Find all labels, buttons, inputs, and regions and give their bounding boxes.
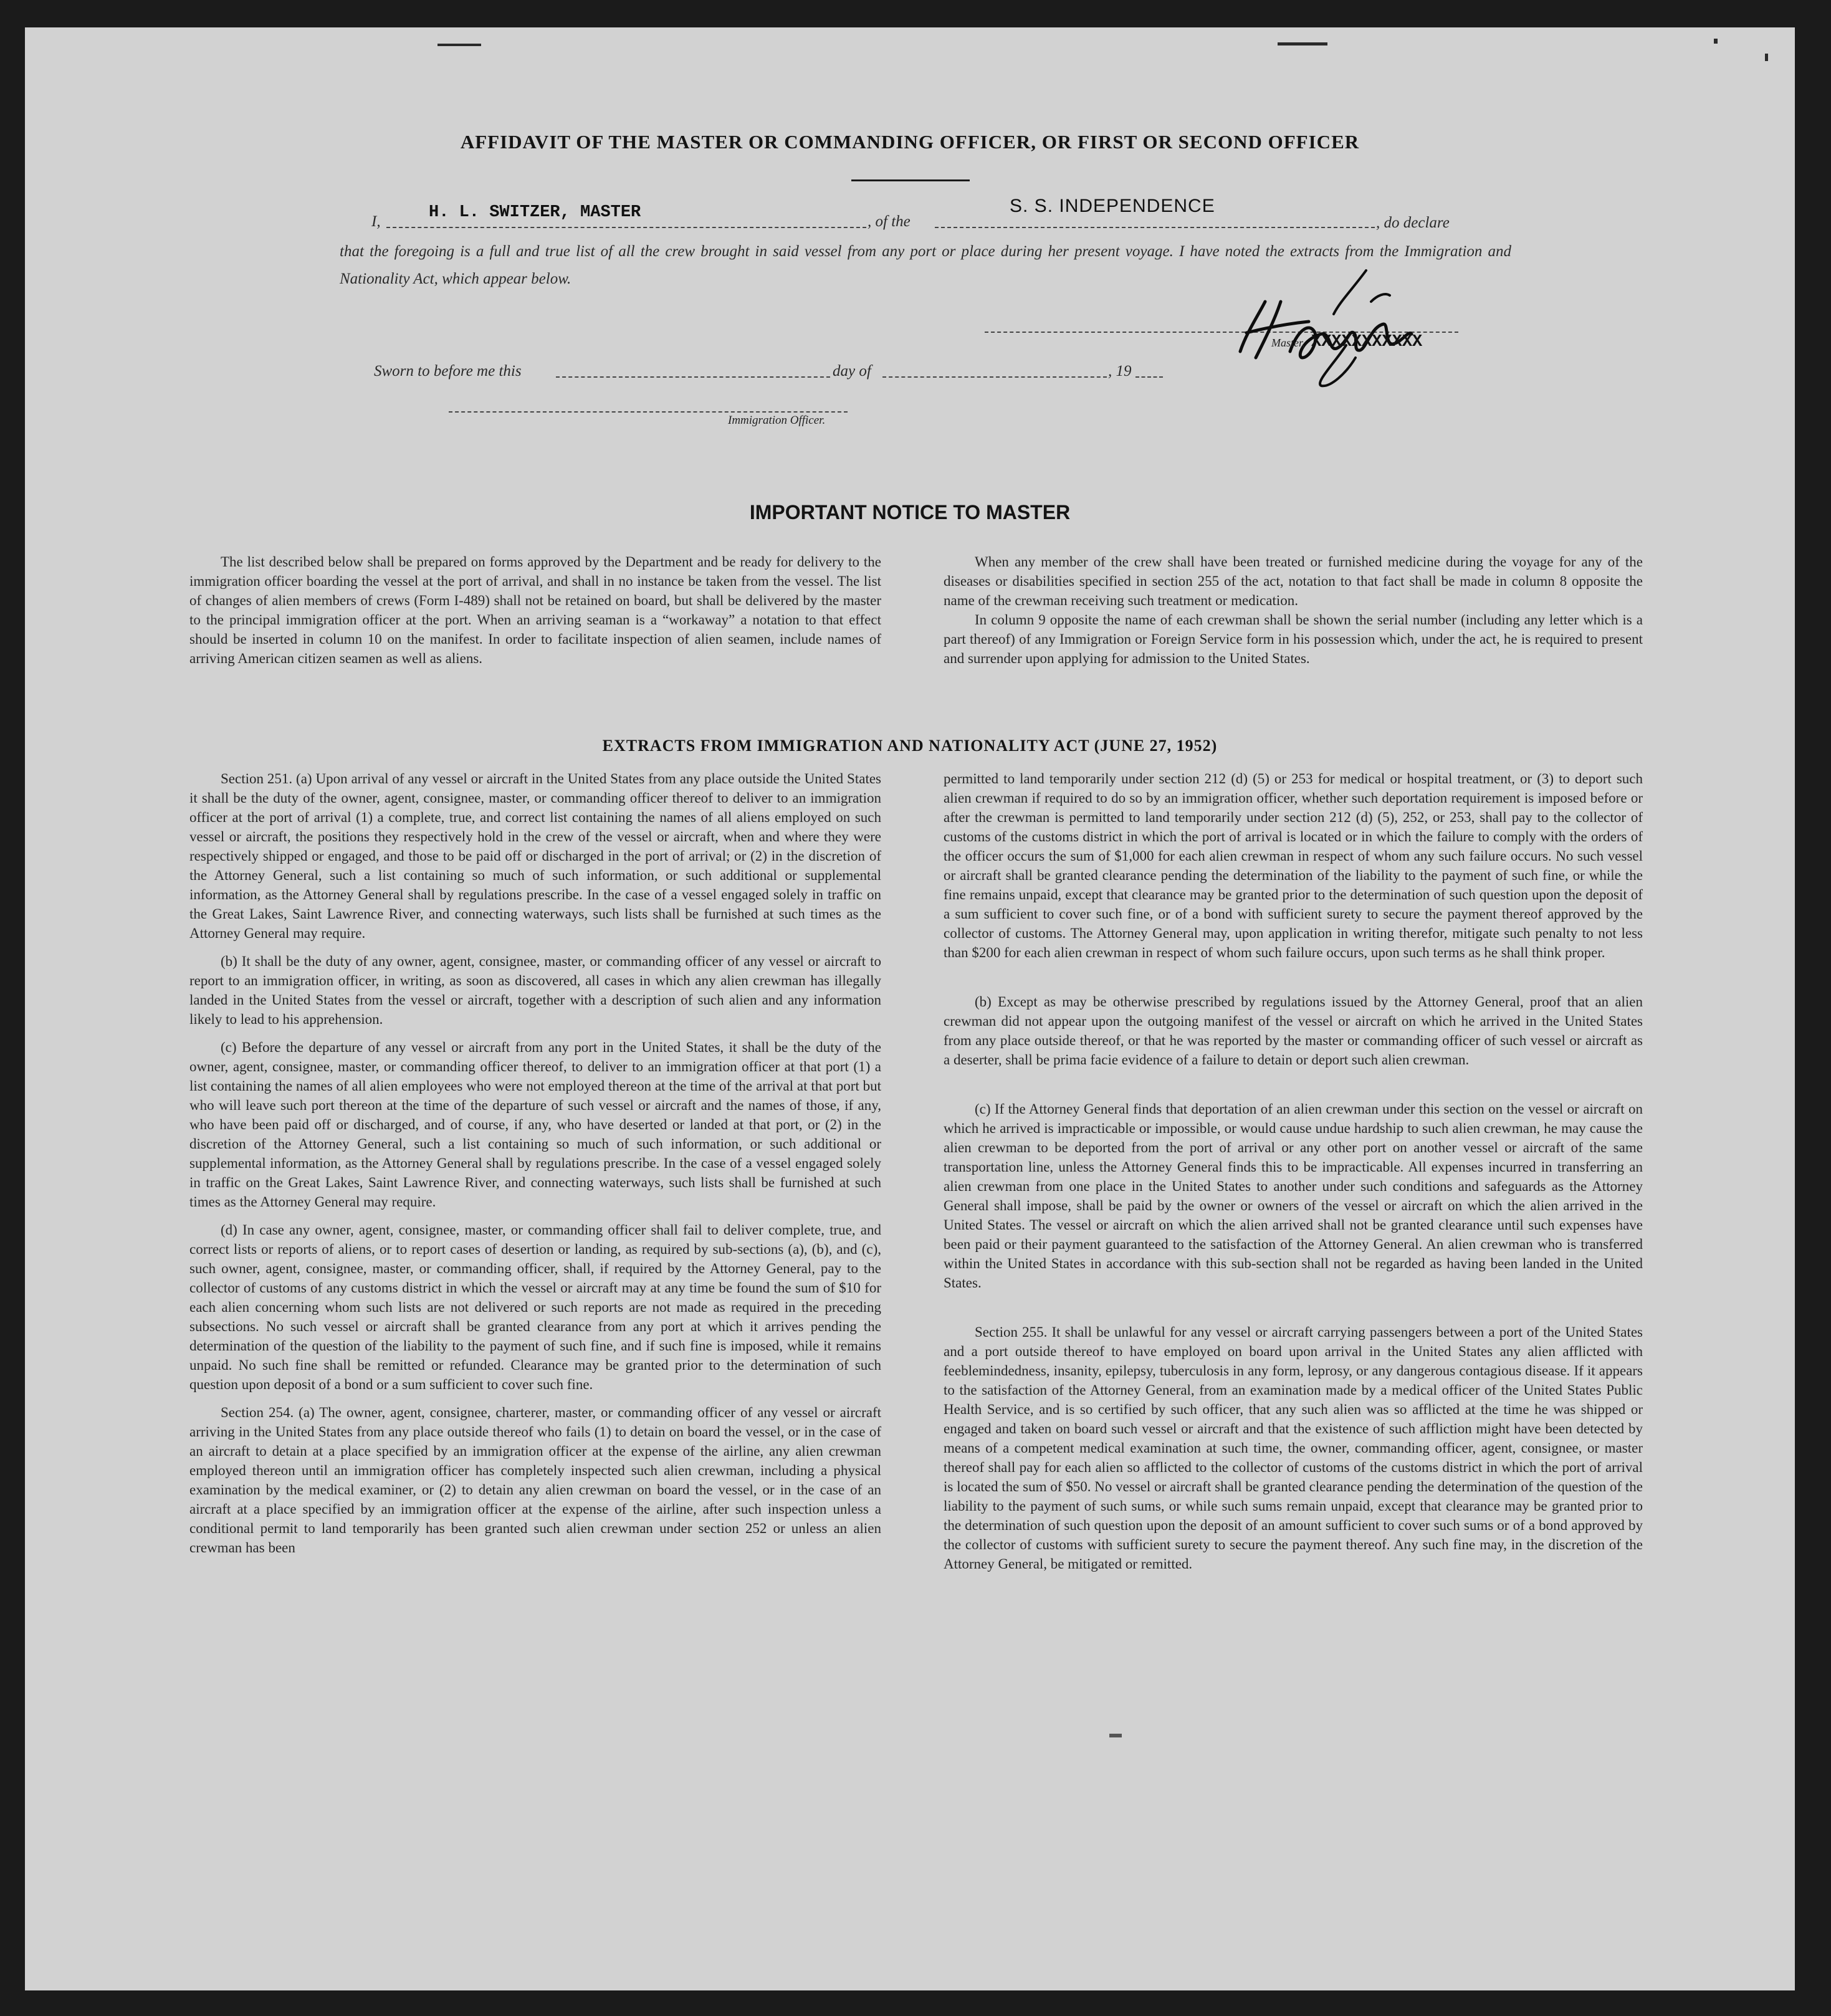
notice-right-column (944, 552, 1643, 668)
section-254b: (b) Except as may be otherwise prescribed by regulations issued by the Attorney General, proof that an alien crewman did not appear upon the outgoing manifest of the vessel or aircraft on which he arrived in the United States from any place outside thereof, or that he was reported by the master or commanding officer of such vessel or aircraft as a deserter, shall be prima facie evidence of a failure to detain or deport such alien crewman. (944, 994, 1643, 1068)
section-254a-continued: permitted to land temporarily under section 212 (d) (5) or 253 for medical or hospital treatment, or (3) to deport such alien crewman if required to do so by an immigration officer, whether such deportation requirement is imposed before or after the crewman is permitted to land temporarily under section 212 (d) (5), 252, or 253, shall pay to the collector of customs of the customs district in which the port of arrival is located or in which the failure to comply with the orders of the officer occurs the sum of $1,000 for each alien crewman in respect of whom any such failure occurs. No such vessel or aircraft shall be granted clearance pending the determination of the liability to the payment of such fine, or while the fine remains unpaid, except that clearance may be granted prior to the determination of such question upon the deposit of a sum sufficient to cover such fine, or of a bond with sufficient surety to secure the payment thereof approved by the collector of customs. The Attorney General may, upon application in writing therefor, mitigate such penalty to not less than $200 for each alien crewman in respect of whom such failure occurs, upon such terms as he shall think proper. (944, 771, 1643, 960)
ship-name-value: S. S. INDEPENDENCE (1010, 196, 1215, 216)
scan-speck (1765, 54, 1768, 61)
scan-speck (437, 44, 481, 46)
declaration-text: that the foregoing is a full and true list of all the crew brought in said vessel from any port or place during her present voyage. I have noted the extracts from the Immigration and Nationality Act, which appear below. (340, 243, 1511, 287)
extracts-title: EXTRACTS FROM IMMIGRATION AND NATIONALITY ACT (JUNE 27, 1952) (602, 737, 1218, 755)
notice-title: IMPORTANT NOTICE TO MASTER (749, 501, 1071, 523)
section-254a: Section 254. (a) The owner, agent, consignee, charterer, master, or commanding officer of any vessel or aircraft arriving in the United States from any place outside thereof who fails (1) to detain on board the vessel, or in the case of an aircraft to detain at a place specified by an immigration officer at the expense of the airline, any alien crewman employed thereon until an immigration officer has completely inspected such alien crewman, including a physical examination by the medical examiner, or (2) to detain any alien crewman on board the vessel, or in the case of an aircraft at a place specified by an immigration officer at the expense of the airline, after such inspection unless a conditional permit to land temporarily has been granted such alien crewman under section 252 or unless an alien crewman has been (189, 1405, 881, 1555)
scan-speck (1278, 42, 1327, 45)
master-name-line (386, 227, 866, 228)
scan-speck (1109, 1734, 1122, 1737)
ship-name-line (935, 227, 1375, 228)
day-of-label: day of (833, 363, 871, 380)
year-label: , 19 (1108, 363, 1132, 380)
i-label: I, (371, 213, 381, 230)
immigration-officer-label: Immigration Officer. (728, 414, 826, 427)
immigration-officer-line (449, 411, 848, 413)
extracts-left-column (189, 769, 881, 1566)
notice-right-paragraph-1: When any member of the crew shall have been treated or furnished medicine during the voyage for any of the diseases or disabilities specified in section 255 of the act, notation to that fact shall be made in column 8 opposite the name of the crewman receiving such treatment or medication. (944, 554, 1643, 608)
master-signature (1221, 264, 1446, 389)
master-caption: Master, (1271, 337, 1305, 349)
section-251d: (d) In case any owner, agent, consignee, master, or commanding officer shall fail to deliver complete, true, and correct lists or reports of aliens, or to report cases of desertion or landing, as required by sub-sections (a), (b), and (c), such owner, agent, consignee, master, or commanding officer, shall, if required by the Attorney General, pay to the collector of customs of any customs district in which the vessel or aircraft may at any time be found the sum of $10 for each alien concerning whom such lists are not delivered or such reports are not made as required in the preceding subsections. No such vessel or aircraft shall be granted clearance from any port at which it arrives pending the determination of the question of the liability to the payment of such fine, and if such fine is imposed, while it remains unpaid. No such fine shall be remitted or refunded. Clearance may be granted prior to the determination of such question upon deposit of a bond or a sum sufficient to cover such fine. (189, 1222, 881, 1392)
notice-left-paragraph: The list described below shall be prepared on forms approved by the Department and be ready for delivery to the immigration officer boarding the vessel at the port of arrival, and shall in no instance be taken from the vessel. The list of changes of alien members of crews (Form I-489) shall not be retained on board, but shall be delivered by the master to the principal immigration officer at the port. When an arriving seaman is a “workaway” a notation to that effect should be inserted in column 10 on the manifest. In order to facilitate inspection of alien seamen, include names of arriving American citizen seamen as well as aliens. (189, 554, 881, 666)
sworn-day-line (556, 376, 830, 378)
document-page (25, 27, 1795, 1990)
sworn-month-line (882, 376, 1107, 378)
affidavit-title: AFFIDAVIT OF THE MASTER OR COMMANDING OFFICER, OR FIRST OR SECOND OFFICER (460, 131, 1360, 153)
sworn-label: Sworn to before me this (374, 363, 522, 380)
of-the-label: , of the (868, 213, 911, 230)
notice-right-paragraph-2: In column 9 opposite the name of each crewman shall be shown the serial number (including any letter which is a part thereof) of any Immigration or Foreign Service form in his possession which, under the act, he is required to present and surrender upon applying for admission to the United States. (944, 612, 1643, 666)
section-251a: Section 251. (a) Upon arrival of any vessel or aircraft in the United States from any place outside the United States it shall be the duty of the owner, agent, consignee, master, or commanding officer thereof to deliver to an immigration officer at the port of arrival (1) a complete, true, and correct list containing the names of all aliens employed on such vessel or aircraft, the positions they respectively hold in the crew of the vessel or aircraft, when and where they were respectively shipped or engaged, and those to be paid off or discharged in the port of arrival; or (2) in the discretion of the Attorney General, such a list containing so much of such information, or such additional or supplemental information, as the Attorney General shall by regulations prescribe. In the case of a vessel engaged solely in traffic on the Great Lakes, Saint Lawrence River, and connecting waterways, such lists shall be furnished at such times as the Attorney General may require. (189, 771, 881, 941)
master-name-value: H. L. SWITZER, MASTER (429, 203, 641, 222)
section-255: Section 255. It shall be unlawful for any vessel or aircraft carrying passengers between a port of the United States and a port outside thereof to have employed on board upon arrival in the United States any alien afflicted with feeblemindedness, insanity, epilepsy, tuberculosis in any form, leprosy, or any dangerous contagious disease. If it appears to the satisfaction of the Attorney General, from an examination made by a medical officer of the United States Public Health Service, and is so certified by such officer, that any such alien was so afflicted at the time he was shipped or engaged and taken on board such vessel or aircraft and that the existence of such affliction might have been detected by means of a competent medical examination at such time, the owner, commanding officer, agent, consignee, or master thereof shall pay for each alien so afflicted to the collector of customs of the customs district in which the port of arrival is located the sum of $50. No vessel or aircraft shall be granted clearance pending the determination of the question of the liability to the payment of such sums, or while such sums remain unpaid, except that clearance may be granted prior to the determination of such question upon the deposit of an amount sufficient to cover such sums or of a bond approved by the collector of customs with sufficient surety to secure the payment thereof. Any such fine may, in the discretion of the Attorney General, be mitigated or remitted. (944, 1324, 1643, 1572)
extracts-right-column (944, 769, 1643, 1582)
notice-left-column (189, 552, 881, 668)
title-divider (851, 179, 970, 181)
do-declare-label: , do declare (1376, 214, 1450, 231)
section-251b: (b) It shall be the duty of any owner, agent, consignee, master, or commanding officer of any vessel or aircraft to report to an immigration officer, in writing, as soon as discovered, all cases in which any alien crewman has illegally landed in the United States from the vessel or aircraft, together with a description of such alien and any information likely to lead to his apprehension. (189, 953, 881, 1027)
section-251c: (c) Before the departure of any vessel or aircraft from any port in the United States, it shall be the duty of the owner, agent, consignee, master, or commanding officer thereof, to deliver to an immigration officer at that port (1) a list containing the names of all alien employees who were not employed thereon at the time of the arrival at that port but who will leave such port thereon at the time of the departure of such vessel or aircraft and the names of those, if any, who have been paid off or discharged, and of course, if any, who have deserted or landed at that port, or (2) in the discretion of the Attorney General, such a list containing so much of such information, or such additional or supplemental information, as the Attorney General shall by regulations prescribe. In the case of a vessel engaged solely in traffic on the Great Lakes, Saint Lawrence River, and connecting waterways, such lists shall be furnished at such times as the Attorney General may require. (189, 1039, 881, 1210)
scan-speck (1714, 39, 1718, 44)
master-title-struck: XXXXXXXXXXX (1311, 333, 1423, 351)
section-254c: (c) If the Attorney General finds that deportation of an alien crewman under this section on the vessel or aircraft on which he arrived is impracticable or impossible, or would cause undue hardship to such alien crewman, he may cause the alien crewman to be deported from the port of arrival or any other port on another vessel or aircraft of the same transportation line, unless the Attorney General finds this to be impracticable. All expenses incurred in transferring an alien crewman from one place in the United States to another under such conditions and safeguards as the Attorney General shall impose, shall be paid by the owner or owners of the vessel or aircraft on which the alien arrived in the United States. The vessel or aircraft on which the alien arrived shall not be granted clearance until such expenses have been paid or their payment guaranteed to the satisfaction of the Attorney General. An alien crewman who is transferred within the United States in accordance with this sub-section shall not be regarded as having been landed in the United States. (944, 1101, 1643, 1291)
sworn-year-line (1135, 376, 1163, 378)
